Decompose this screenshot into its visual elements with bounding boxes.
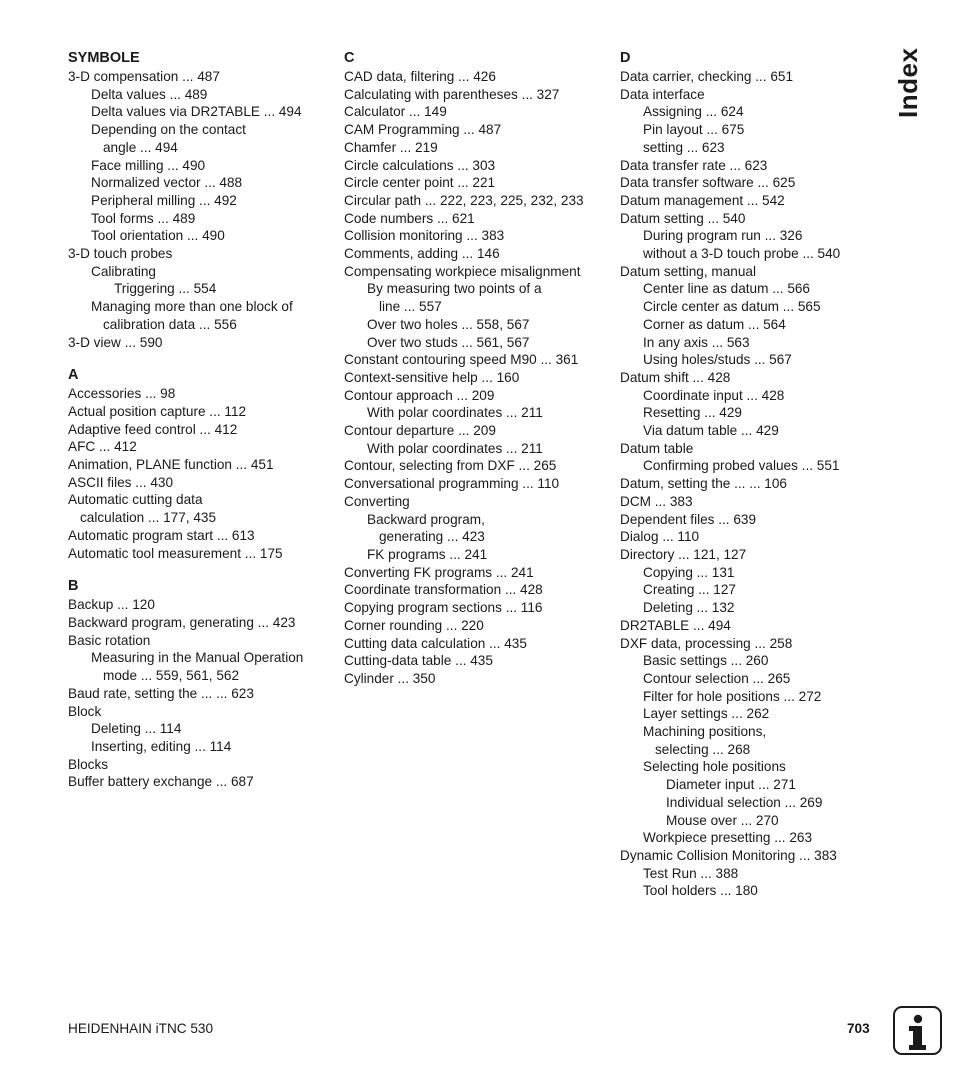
index-subentry: Workpiece presetting ... 263 <box>643 830 813 846</box>
index-subentry: Confirming probed values ... 551 <box>643 458 840 474</box>
section-heading: D <box>620 50 631 66</box>
index-entry: AFC ... 412 <box>68 439 137 455</box>
index-subentry: Copying ... 131 <box>643 564 735 580</box>
index-section <box>68 49 338 351</box>
index-entry: CAD data, filtering ... 426 <box>344 69 496 84</box>
index-entry: Data carrier, checking ... 651 <box>620 69 794 84</box>
index-entry: Basic rotation <box>68 632 151 648</box>
index-subentry: Diameter input ... 271 <box>666 777 796 793</box>
index-entry: Context-sensitive help ... 160 <box>344 369 520 385</box>
index-subentry: Contour selection ... 265 <box>643 670 791 686</box>
index-entry: Dependent files ... 639 <box>620 511 757 527</box>
index-entry: Converting <box>344 493 410 509</box>
index-entry: Backward program, generating ... 423 <box>68 614 296 630</box>
index-entry: Copying program sections ... 116 <box>344 600 543 616</box>
index-subentry: Deleting ... 114 <box>91 721 182 737</box>
index-entry: Automatic tool measurement ... 175 <box>68 545 283 561</box>
index-entry: Blocks <box>68 756 109 772</box>
index-entry: Actual position capture ... 112 <box>68 403 247 419</box>
index-entry: Datum, setting the ... ... 106 <box>620 476 787 492</box>
index-entry: Calculating with parentheses ... 327 <box>344 86 560 102</box>
index-entry: Accessories ... 98 <box>68 386 176 402</box>
info-icon-glyph <box>895 1008 940 1053</box>
index-subentry: Filter for hole positions ... 272 <box>643 688 822 704</box>
index-subentry: With polar coordinates ... 211 <box>367 405 543 421</box>
index-subentry: Selecting hole positions <box>643 759 786 775</box>
index-subentry: line ... 557 <box>379 299 442 315</box>
index-subentry: Via datum table ... 429 <box>643 423 779 439</box>
index-entry: Automatic program start ... 613 <box>68 527 255 543</box>
info-icon <box>893 1006 942 1055</box>
index-entry: Cutting data calculation ... 435 <box>344 635 527 651</box>
section-heading: B <box>68 578 79 595</box>
footer-title: HEIDENHAIN iTNC 530 <box>68 1021 214 1036</box>
index-subentry: Using holes/studs ... 567 <box>643 352 792 368</box>
index-entry: Conversational programming ... 110 <box>344 476 560 492</box>
index-subentry: Depending on the contact <box>91 122 246 138</box>
index-entry: Converting FK programs ... 241 <box>344 564 534 580</box>
index-entry: Circle calculations ... 303 <box>344 157 496 173</box>
index-entry: ASCII files ... 430 <box>68 474 174 490</box>
index-entry: Data interface <box>620 86 705 102</box>
index-section <box>344 49 614 688</box>
index-subentry: Triggering ... 554 <box>114 281 217 297</box>
index-entry: Automatic cutting data <box>68 492 203 508</box>
index-subentry: Backward program, <box>367 511 485 527</box>
index-subentry: Individual selection ... 269 <box>666 794 823 810</box>
index-entry: Backup ... 120 <box>68 597 155 613</box>
index-subentry: Circle center as datum ... 565 <box>643 299 821 315</box>
index-entry: CAM Programming ... 487 <box>344 122 502 138</box>
index-subentry: Over two studs ... 561, 567 <box>367 334 530 350</box>
index-subentry: In any axis ... 563 <box>643 334 750 350</box>
index-entry: Directory ... 121, 127 <box>620 546 747 562</box>
index-entry: Chamfer ... 219 <box>344 139 438 155</box>
index-entry: Coordinate transformation ... 428 <box>344 582 543 598</box>
index-entry: calculation ... 177, 435 <box>80 510 217 526</box>
index-entry: Corner rounding ... 220 <box>344 617 484 633</box>
index-subentry: Test Run ... 388 <box>643 865 739 881</box>
index-entry: Circle center point ... 221 <box>344 175 496 191</box>
index-subentry: Resetting ... 429 <box>643 405 742 421</box>
index-section <box>68 577 338 791</box>
index-entry: Datum setting ... 540 <box>620 210 746 226</box>
index-entry: DXF data, processing ... 258 <box>620 635 793 651</box>
index-subentry: setting ... 623 <box>643 139 725 155</box>
index-subentry: generating ... 423 <box>379 529 485 545</box>
index-subentry: Peripheral milling ... 492 <box>91 192 237 208</box>
index-subentry: calibration data ... 556 <box>103 316 237 332</box>
index-entry: Block <box>68 703 102 719</box>
index-entry: DR2TABLE ... 494 <box>620 617 731 633</box>
index-subentry: Mouse over ... 270 <box>666 812 779 828</box>
index-subentry: Tool holders ... 180 <box>643 883 758 899</box>
section-heading: C <box>344 50 355 66</box>
index-entry: Contour departure ... 209 <box>344 423 496 439</box>
index-subentry: Tool forms ... 489 <box>91 210 196 226</box>
index-entry: Data transfer rate ... 623 <box>620 157 768 173</box>
index-subentry: Over two holes ... 558, 567 <box>367 316 530 332</box>
index-subentry: With polar coordinates ... 211 <box>367 440 543 456</box>
index-entry: Animation, PLANE function ... 451 <box>68 457 274 473</box>
index-subentry: mode ... 559, 561, 562 <box>103 668 240 684</box>
index-entry: DCM ... 383 <box>620 493 693 509</box>
index-entry: Baud rate, setting the ... ... 623 <box>68 685 254 701</box>
index-section <box>620 49 882 900</box>
index-subentry: Calibrating <box>91 263 156 279</box>
index-subentry: Coordinate input ... 428 <box>643 387 785 403</box>
index-entry: Data transfer software ... 625 <box>620 175 796 191</box>
index-entry: Dialog ... 110 <box>620 529 700 545</box>
index-subentry: Machining positions, <box>643 724 767 740</box>
index-entry: Constant contouring speed M90 ... 361 <box>344 352 579 368</box>
index-subentry: Delta values ... 489 <box>91 86 208 102</box>
index-entry: Datum management ... 542 <box>620 192 785 208</box>
index-entry: 3-D touch probes <box>68 246 173 262</box>
index-entry: Dynamic Collision Monitoring ... 383 <box>620 847 837 863</box>
side-title: Index <box>893 47 923 118</box>
index-subentry: without a 3-D touch probe ... 540 <box>643 246 841 262</box>
index-subentry: Delta values via DR2TABLE ... 494 <box>91 104 302 120</box>
index-column-2 <box>344 49 614 703</box>
index-subentry: Creating ... 127 <box>643 582 736 598</box>
index-entry: Calculator ... 149 <box>344 104 447 120</box>
index-entry: Code numbers ... 621 <box>344 210 475 226</box>
index-subentry: Measuring in the Manual Operation <box>91 650 304 666</box>
page-number: 703 <box>847 1021 870 1036</box>
index-subentry: Inserting, editing ... 114 <box>91 738 232 754</box>
index-entry: Cylinder ... 350 <box>344 670 436 686</box>
index-subentry: Center line as datum ... 566 <box>643 281 810 297</box>
index-entry: Cutting-data table ... 435 <box>344 653 493 669</box>
index-subentry: Normalized vector ... 488 <box>91 175 243 191</box>
index-subentry: angle ... 494 <box>103 139 178 155</box>
section-heading: SYMBOLE <box>68 50 140 66</box>
index-entry: Contour, selecting from DXF ... 265 <box>344 458 557 474</box>
index-entry: Datum setting, manual <box>620 263 757 279</box>
index-entry: Datum table <box>620 440 694 456</box>
index-entry: Buffer battery exchange ... 687 <box>68 774 254 790</box>
index-subentry: During program run ... 326 <box>643 228 803 244</box>
index-subentry: By measuring two points of a <box>367 281 542 297</box>
index-subentry: Deleting ... 132 <box>643 600 735 616</box>
index-entry: Circular path ... 222, 223, 225, 232, 233 <box>344 192 584 208</box>
section-heading: A <box>68 367 79 384</box>
index-entry: 3-D view ... 590 <box>68 334 163 350</box>
index-subentry: Assigning ... 624 <box>643 104 744 120</box>
index-subentry: selecting ... 268 <box>655 741 751 757</box>
index-subentry: FK programs ... 241 <box>367 546 488 562</box>
index-entry: Contour approach ... 209 <box>344 387 495 403</box>
index-subentry: Basic settings ... 260 <box>643 653 769 669</box>
index-entry: 3-D compensation ... 487 <box>68 69 220 84</box>
index-subentry: Corner as datum ... 564 <box>643 316 786 332</box>
index-subentry: Pin layout ... 675 <box>643 122 745 138</box>
index-subentry: Tool orientation ... 490 <box>91 228 225 244</box>
index-column-3 <box>620 49 882 915</box>
index-subentry: Layer settings ... 262 <box>643 706 770 722</box>
index-entry: Adaptive feed control ... 412 <box>68 421 238 437</box>
index-section <box>68 366 338 562</box>
index-entry: Comments, adding ... 146 <box>344 246 500 262</box>
index-entry: Collision monitoring ... 383 <box>344 228 505 244</box>
index-subentry: Managing more than one block of <box>91 299 293 315</box>
index-entry: Compensating workpiece misalignment <box>344 263 581 279</box>
index-subentry: Face milling ... 490 <box>91 157 206 173</box>
index-entry: Datum shift ... 428 <box>620 369 731 385</box>
index-column-1 <box>68 49 338 806</box>
